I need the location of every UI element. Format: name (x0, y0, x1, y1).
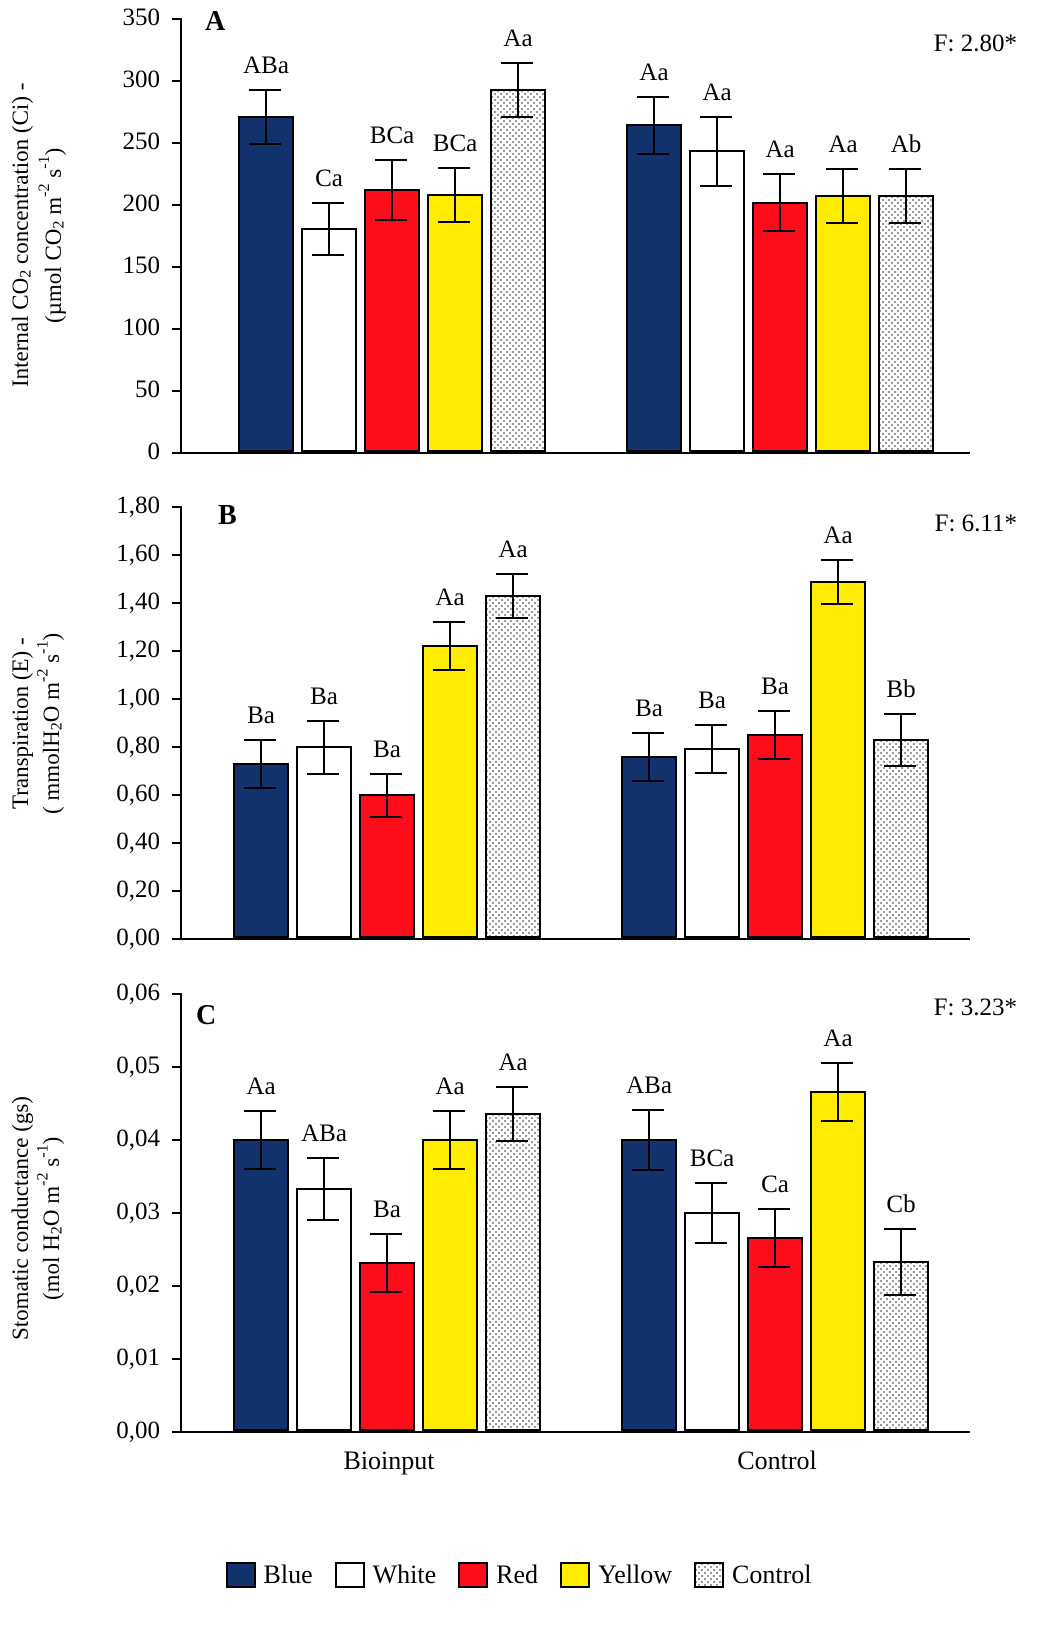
errorbar-cap (375, 159, 407, 161)
errorbar-c-bioinput-yellow (449, 1110, 451, 1168)
errorbar-b-bioinput-red (386, 773, 388, 816)
errorbar-control-control (905, 168, 907, 222)
errorbar-cap (496, 573, 528, 575)
bar-label-c-bioinput-control: Aa (498, 1049, 528, 1076)
panel-b-letter: B (218, 500, 237, 531)
bar-control-yellow (815, 195, 871, 452)
errorbar-c-control-blue (648, 1109, 650, 1169)
errorbar-cap (244, 787, 276, 789)
panel-c-ytick-003: 0,03 (116, 1198, 160, 1225)
errorbar-cap (307, 1157, 339, 1159)
errorbar-c-control-white (711, 1182, 713, 1242)
panel-a-ytick-200: 200 (122, 190, 160, 217)
bar-label-c-bioinput-blue: Aa (246, 1073, 276, 1100)
panel-c-ytick-001: 0,01 (116, 1344, 160, 1371)
errorbar-cap (758, 1208, 790, 1210)
errorbar-cap (695, 724, 727, 726)
errorbar-cap (249, 89, 281, 91)
panel-b-ytick-160: 1,60 (116, 540, 160, 567)
bar-label-b-control-white: Ba (698, 687, 726, 714)
panel-a-f-statistic: F: 2.80* (933, 30, 1017, 57)
bar-label-c-control-blue: ABa (626, 1072, 672, 1099)
panel-a-ytick-150: 150 (122, 252, 160, 279)
errorbar-cap (826, 222, 858, 224)
errorbar-cap (438, 221, 470, 223)
panel-b-y-axis-label: Transpiration (E) - ( mmolH$_2$O $m^{-2}$ $s^{-1}$) (8, 632, 66, 814)
errorbar-cap (438, 167, 470, 169)
panel-c-ytick-000: 0,00 (116, 1417, 160, 1444)
legend-label-control: Control (732, 1560, 812, 1589)
errorbar-bioinput-yellow (454, 167, 456, 221)
panel-b-ytick-080: 0,80 (116, 732, 160, 759)
bar-label-c-control-yellow: Aa (823, 1025, 853, 1052)
errorbar-cap (501, 62, 533, 64)
errorbar-cap (433, 1168, 465, 1170)
errorbar-cap (501, 116, 533, 118)
bar-label-b-bioinput-blue: Ba (247, 702, 275, 729)
errorbar-cap (496, 1086, 528, 1088)
errorbar-cap (632, 1109, 664, 1111)
panel-b-ytick-040: 0,40 (116, 828, 160, 855)
panel-c-tick (172, 1431, 180, 1433)
panel-a-ytick-100: 100 (122, 314, 160, 341)
errorbar-cap (632, 780, 664, 782)
errorbar-c-control-control (900, 1228, 902, 1294)
errorbar-control-red (779, 173, 781, 230)
bar-control-white (689, 150, 745, 452)
errorbar-b-bioinput-control (512, 573, 514, 617)
errorbar-cap (884, 765, 916, 767)
errorbar-c-bioinput-white (323, 1157, 325, 1219)
errorbar-c-bioinput-control (512, 1086, 514, 1140)
errorbar-b-control-blue (648, 732, 650, 780)
legend-item-red (458, 1560, 538, 1590)
bar-c-control-blue (621, 1139, 677, 1431)
panel-b-x-axis (180, 938, 970, 940)
bar-b-control-red (747, 734, 803, 938)
legend-swatch-yellow-icon (560, 1562, 590, 1588)
errorbar-cap (307, 1219, 339, 1221)
panel-a-ytick-250: 250 (122, 128, 160, 155)
bar-label-c-control-red: Ca (761, 1171, 789, 1198)
chart-legend (0, 1560, 1037, 1590)
bar-b-control-blue (621, 756, 677, 938)
bar-label-b-control-red: Ba (761, 673, 789, 700)
group-label-control: Control (737, 1446, 817, 1475)
errorbar-cap (884, 1294, 916, 1296)
legend-swatch-red-icon (458, 1562, 488, 1588)
errorbar-cap (307, 773, 339, 775)
errorbar-cap (758, 1266, 790, 1268)
panel-b (0, 488, 1037, 968)
errorbar-cap (433, 1110, 465, 1112)
errorbar-cap (249, 143, 281, 145)
bar-label-b-control-blue: Ba (635, 695, 663, 722)
errorbar-cap (889, 168, 921, 170)
panel-a-ytick-0: 0 (147, 438, 160, 465)
bar-control-blue (626, 124, 682, 452)
errorbar-cap (312, 254, 344, 256)
bar-label-control-red: Aa (765, 136, 795, 163)
bar-label-bioinput-yellow: BCa (432, 130, 478, 157)
panel-a (0, 0, 1037, 480)
errorbar-bioinput-blue (265, 89, 267, 143)
bar-b-bioinput-blue (233, 763, 289, 938)
errorbar-cap (821, 603, 853, 605)
legend-item-yellow (560, 1560, 672, 1590)
legend-label-blue: Blue (263, 1560, 313, 1589)
bar-label-bioinput-control: Aa (503, 25, 533, 52)
panel-b-ytick-180: 1,80 (116, 492, 160, 519)
bar-label-b-bioinput-red: Ba (373, 736, 401, 763)
errorbar-cap (370, 1233, 402, 1235)
panel-b-tick (172, 938, 180, 940)
panel-a-letter: A (205, 6, 226, 37)
bar-label-b-bioinput-yellow: Aa (435, 584, 465, 611)
bar-label-c-bioinput-red: Ba (373, 1196, 401, 1223)
errorbar-cap (370, 1291, 402, 1293)
panel-b-ytick-140: 1,40 (116, 588, 160, 615)
errorbar-cap (637, 96, 669, 98)
panel-c-ytick-004: 0,04 (116, 1125, 160, 1152)
errorbar-b-control-yellow (837, 559, 839, 603)
bar-label-control-control: Ab (890, 131, 922, 158)
errorbar-cap (695, 1242, 727, 1244)
errorbar-cap (433, 669, 465, 671)
errorbar-c-bioinput-red (386, 1233, 388, 1291)
errorbar-cap (884, 1228, 916, 1230)
legend-label-yellow: Yellow (598, 1560, 672, 1589)
errorbar-cap (307, 720, 339, 722)
errorbar-bioinput-red (391, 159, 393, 219)
errorbar-cap (821, 1120, 853, 1122)
errorbar-c-bioinput-blue (260, 1110, 262, 1168)
panel-b-ytick-120: 1,20 (116, 636, 160, 663)
errorbar-cap (884, 713, 916, 715)
bar-label-control-white: Aa (702, 79, 732, 106)
bar-label-b-bioinput-control: Aa (498, 536, 528, 563)
errorbar-cap (700, 185, 732, 187)
errorbar-cap (375, 219, 407, 221)
errorbar-bioinput-control (517, 62, 519, 116)
bar-label-b-bioinput-white: Ba (310, 683, 338, 710)
panel-c-x-axis (180, 1431, 970, 1433)
errorbar-cap (695, 1182, 727, 1184)
errorbar-cap (821, 559, 853, 561)
bar-bioinput-control (490, 89, 546, 452)
errorbar-c-control-yellow (837, 1062, 839, 1120)
panel-c-ytick-005: 0,05 (116, 1052, 160, 1079)
errorbar-cap (758, 758, 790, 760)
bar-b-bioinput-control (485, 595, 541, 938)
bar-label-control-blue: Aa (639, 59, 669, 86)
panel-a-tick (172, 452, 180, 454)
errorbar-cap (695, 772, 727, 774)
bar-b-control-white (684, 748, 740, 938)
panel-c-ytick-002: 0,02 (116, 1271, 160, 1298)
panel-c-letter: C (196, 1000, 217, 1031)
bar-b-control-yellow (810, 581, 866, 938)
bar-c-bioinput-yellow (422, 1139, 478, 1431)
panel-b-ytick-020: 0,20 (116, 876, 160, 903)
panel-c-ytick-006: 0,06 (116, 979, 160, 1006)
bar-label-bioinput-blue: ABa (243, 52, 289, 79)
errorbar-b-bioinput-white (323, 720, 325, 773)
panel-b-ytick-060: 0,60 (116, 780, 160, 807)
errorbar-control-white (716, 116, 718, 185)
panel-a-y-axis-label: Internal $CO_2$ concentration (Ci) - (µmol $CO_2$ $m^{-2}$ $s^{-1}$) (8, 82, 68, 388)
panel-a-ytick-350: 350 (122, 4, 160, 31)
legend-label-red: Red (496, 1560, 539, 1589)
legend-item-blue (226, 1560, 313, 1590)
errorbar-cap (758, 710, 790, 712)
errorbar-cap (244, 1168, 276, 1170)
bar-label-c-control-control: Cb (886, 1191, 916, 1218)
panel-c (0, 978, 1037, 1498)
errorbar-cap (370, 773, 402, 775)
bar-bioinput-yellow (427, 194, 483, 452)
bar-control-red (752, 202, 808, 452)
bar-label-c-bioinput-white: ABa (301, 1120, 347, 1147)
panel-a-ytick-300: 300 (122, 66, 160, 93)
panel-a-ytick-50: 50 (135, 376, 160, 403)
bar-label-c-control-white: BCa (689, 1145, 735, 1172)
bar-c-bioinput-control (485, 1113, 541, 1431)
bar-c-control-yellow (810, 1091, 866, 1431)
panel-b-ytick-000: 0,00 (116, 924, 160, 951)
errorbar-bioinput-white (328, 202, 330, 254)
errorbar-b-control-red (774, 710, 776, 758)
bar-bioinput-red (364, 189, 420, 452)
errorbar-cap (889, 222, 921, 224)
errorbar-cap (763, 230, 795, 232)
panel-c-y-axis-label: Stomatic conductance (gs) (mol $H_2O$ $m^{-2}$ $s^{-1}$) (8, 1096, 66, 1340)
bar-c-bioinput-white (296, 1188, 352, 1431)
bar-bioinput-blue (238, 116, 294, 452)
errorbar-cap (821, 1062, 853, 1064)
panel-b-f-statistic: F: 6.11* (934, 510, 1017, 537)
bar-label-c-bioinput-yellow: Aa (435, 1073, 465, 1100)
errorbar-control-blue (653, 96, 655, 153)
errorbar-b-control-white (711, 724, 713, 772)
bar-c-control-white (684, 1212, 740, 1431)
bar-b-bioinput-yellow (422, 645, 478, 938)
legend-swatch-white-icon (335, 1562, 365, 1588)
errorbar-cap (496, 1140, 528, 1142)
bar-b-control-control (873, 739, 929, 938)
bar-label-bioinput-white: Ca (315, 165, 343, 192)
legend-item-control (694, 1560, 811, 1590)
errorbar-cap (433, 621, 465, 623)
errorbar-cap (637, 153, 669, 155)
errorbar-cap (370, 816, 402, 818)
errorbar-b-bioinput-yellow (449, 621, 451, 669)
errorbar-cap (312, 202, 344, 204)
errorbar-b-bioinput-blue (260, 739, 262, 787)
bar-label-control-yellow: Aa (828, 131, 858, 158)
group-label-bioinput: Bioinput (343, 1446, 435, 1475)
errorbar-cap (244, 1110, 276, 1112)
legend-label-white: White (372, 1560, 437, 1589)
legend-swatch-control-icon (694, 1562, 724, 1588)
panel-a-x-axis (180, 452, 970, 454)
errorbar-cap (826, 168, 858, 170)
legend-swatch-blue-icon (226, 1562, 256, 1588)
errorbar-cap (244, 739, 276, 741)
legend-item-white (335, 1560, 437, 1590)
panel-c-f-statistic: F: 3.23* (933, 994, 1017, 1021)
bar-c-bioinput-blue (233, 1139, 289, 1431)
bar-bioinput-white (301, 228, 357, 452)
errorbar-control-yellow (842, 168, 844, 222)
bar-control-control (878, 195, 934, 452)
errorbar-cap (763, 173, 795, 175)
bar-label-b-control-control: Bb (886, 676, 916, 703)
bar-label-b-control-yellow: Aa (823, 522, 853, 549)
errorbar-cap (700, 116, 732, 118)
errorbar-b-control-control (900, 713, 902, 765)
errorbar-cap (632, 732, 664, 734)
panel-b-ytick-100: 1,00 (116, 684, 160, 711)
errorbar-cap (496, 617, 528, 619)
bar-label-bioinput-red: BCa (369, 122, 415, 149)
errorbar-c-control-red (774, 1208, 776, 1266)
errorbar-cap (632, 1169, 664, 1171)
